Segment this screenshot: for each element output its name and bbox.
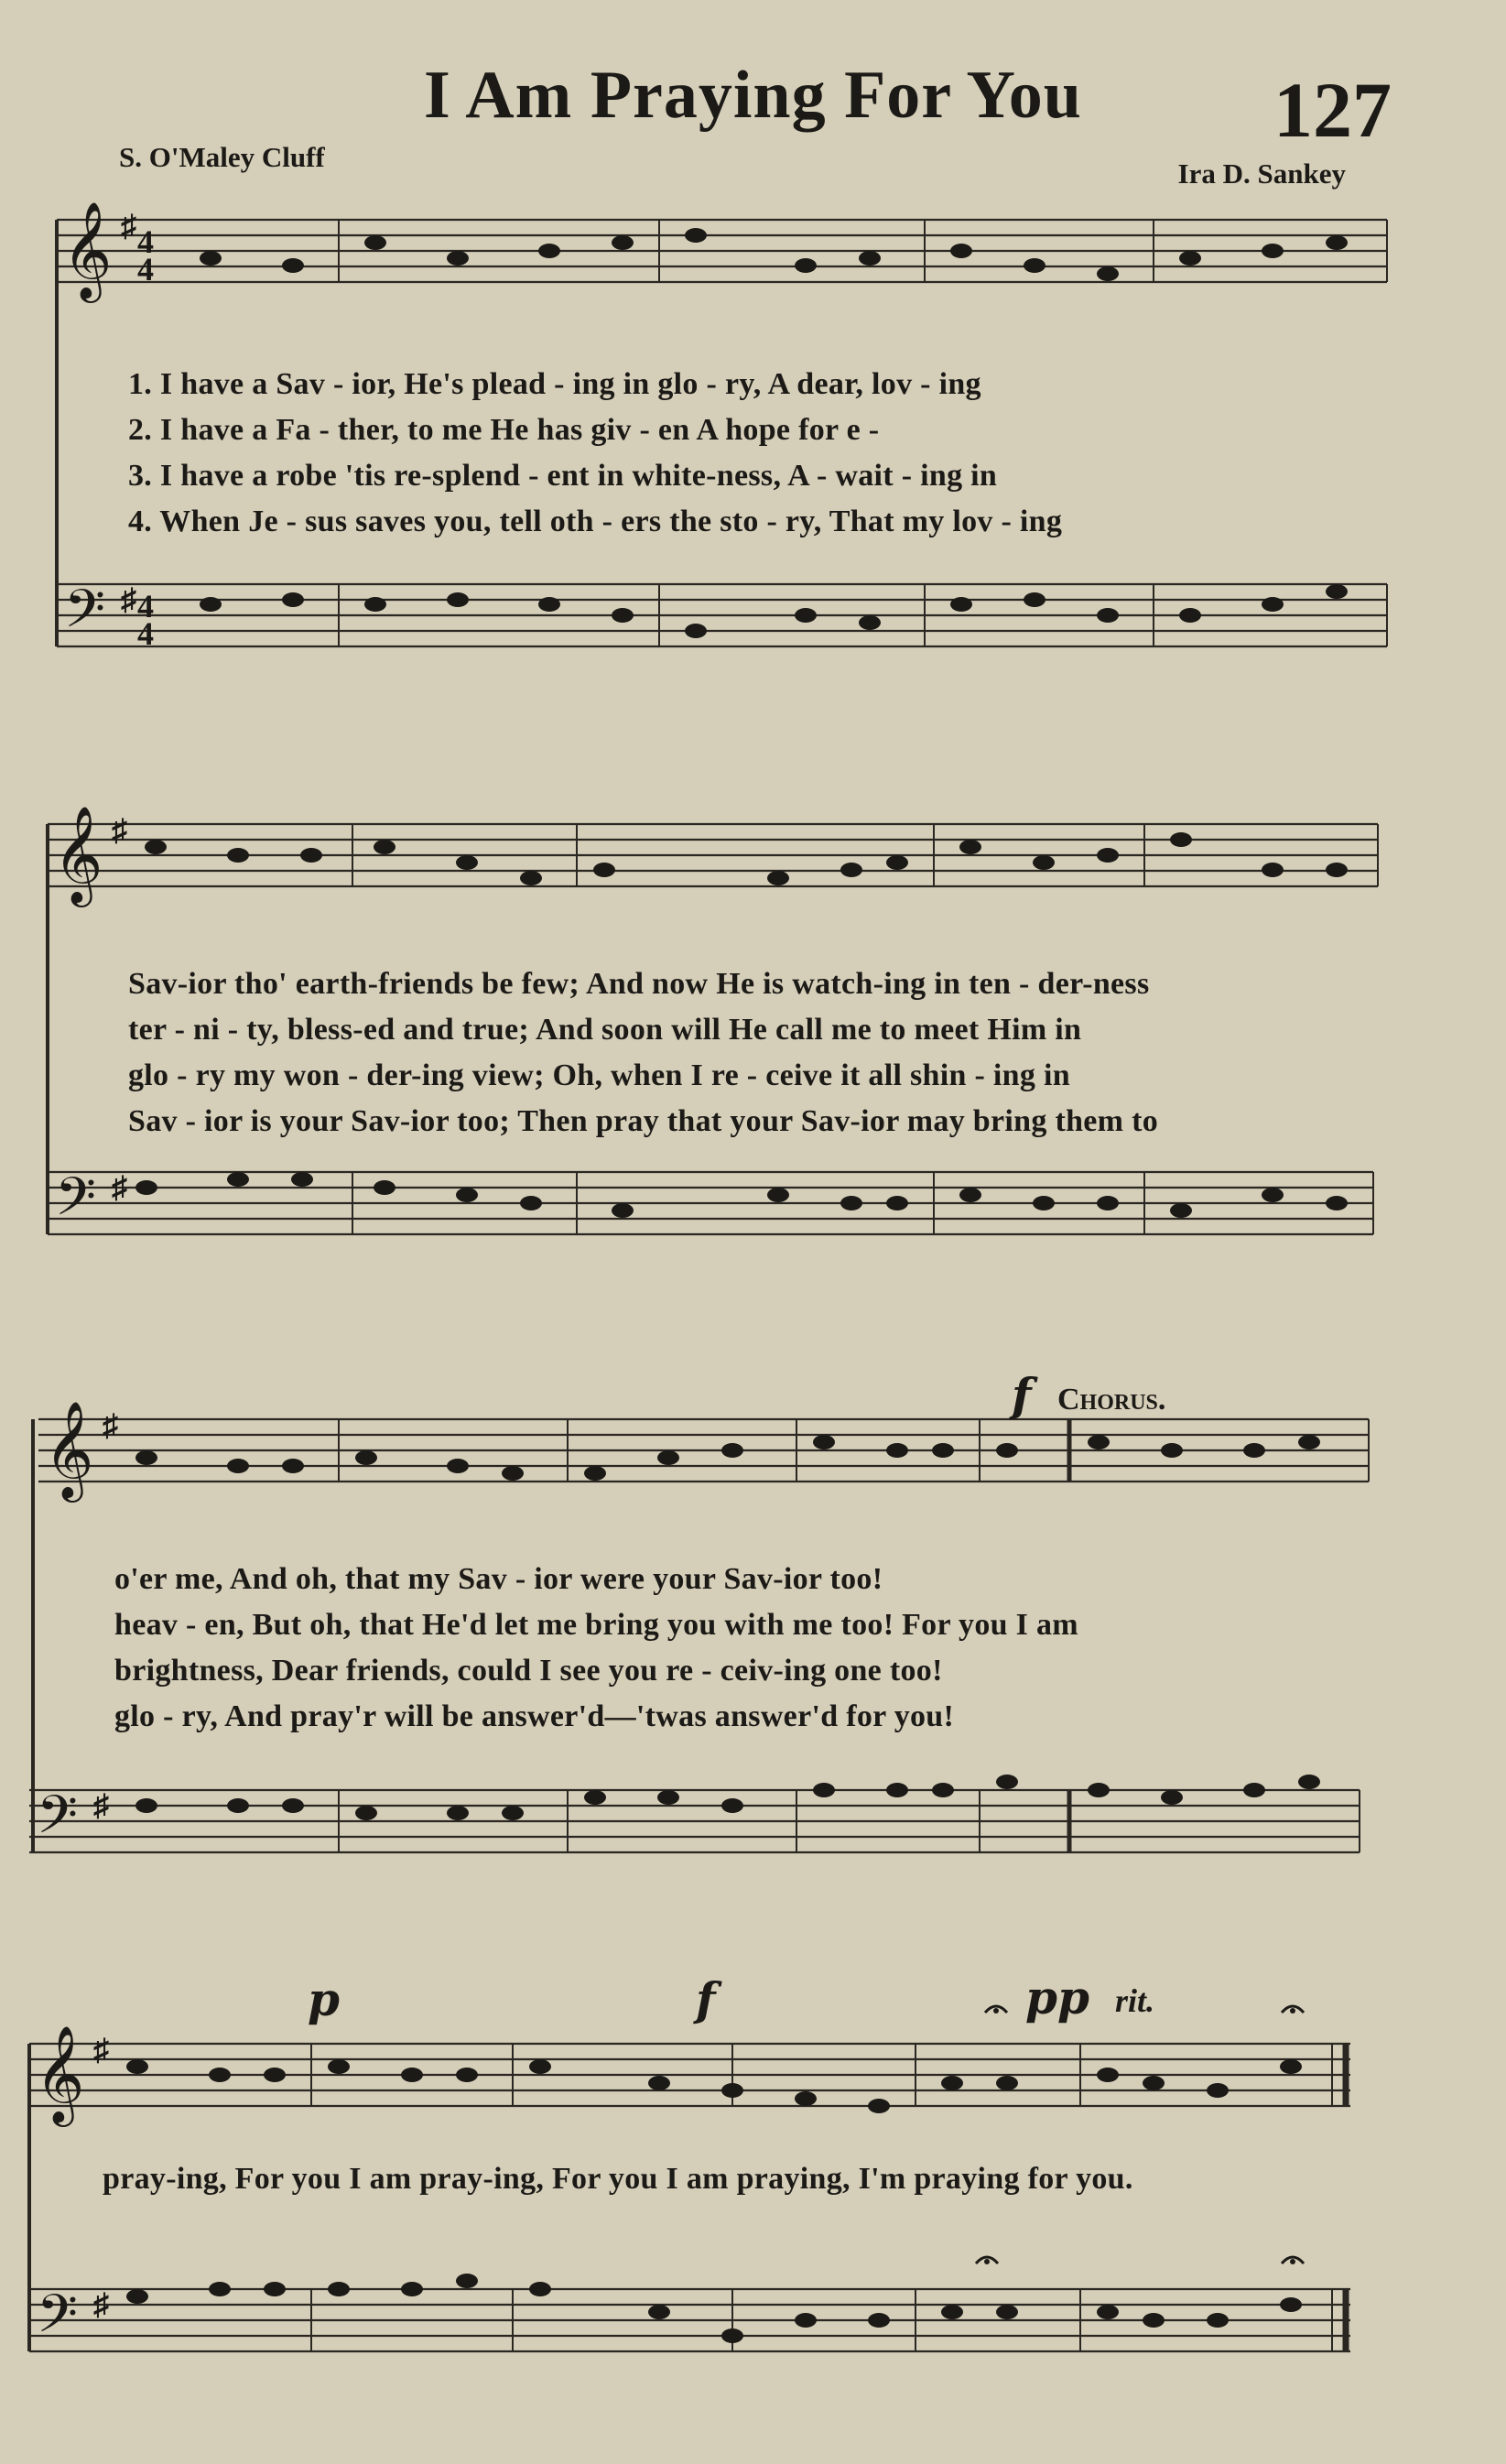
music-system-1 [0, 183, 1506, 705]
svg-text:𝄢: 𝄢 [37, 2283, 79, 2358]
ritardando-mark: rit. [1115, 1982, 1155, 2019]
svg-text:♯: ♯ [103, 1409, 118, 1443]
lyric-verse-1: o'er me, And oh, that my Sav - ior were your Sav-ior too! [114, 1562, 883, 1596]
lyric-verse-1: Sav-ior tho' earth-friends be few; And now He is watch-ing in ten - der-ness [128, 967, 1150, 1001]
svg-text:𝄞: 𝄞 [44, 1400, 94, 1498]
svg-text:♯: ♯ [112, 1171, 127, 1205]
svg-text:♯: ♯ [121, 210, 136, 244]
lyric-verse-3: brightness, Dear friends, could I see you re - ceiv-ing one too! [114, 1654, 943, 1688]
svg-text:4: 4 [137, 588, 154, 624]
dynamic-pianissimo: pp [1025, 1970, 1089, 2024]
svg-text:♯: ♯ [121, 583, 136, 617]
hymn-number: 127 [1273, 66, 1392, 154]
svg-text:𝄞: 𝄞 [53, 805, 103, 903]
lyric-verse-1: 1. I have a Sav - ior, He's plead - ing in glo - ry, A dear, lov - ing [128, 367, 981, 401]
svg-text:♯: ♯ [93, 2288, 109, 2322]
music-system-4 [0, 1959, 1506, 2362]
svg-text:4: 4 [137, 223, 154, 260]
svg-text:𝄢: 𝄢 [64, 578, 106, 653]
svg-text:♯: ♯ [93, 1789, 109, 1823]
svg-text:𝄞: 𝄞 [62, 201, 113, 299]
lyric-verse-3: 3. I have a robe 'tis re-splend - ent in white-ness, A - wait - ing in [128, 459, 998, 493]
lyric-verse-3: glo - ry my won - der-ing view; Oh, when I re - ceive it all shin - ing in [128, 1058, 1070, 1092]
hymn-title: I Am Praying For You [424, 58, 1082, 133]
svg-text:𝄢: 𝄢 [55, 1166, 97, 1241]
lyrics-block-3 [114, 1557, 1378, 1740]
lyrics-block-2 [128, 961, 1392, 1145]
lyric-verse-4: Sav - ior is your Sav-ior too; Then pray that your Sav-ior may bring them to [128, 1104, 1159, 1138]
dynamic-forte: f [696, 1972, 716, 2026]
composer-credit: Ira D. Sankey [1177, 157, 1346, 190]
chorus-label: Chorus. [1057, 1383, 1166, 1417]
lyric-refrain: pray-ing, For you I am pray-ing, For you I am praying, I'm praying for you. [103, 2162, 1133, 2196]
svg-text:♯: ♯ [93, 2034, 109, 2068]
lyric-verse-2: heav - en, But oh, that He'd let me bring you with me too! For you I am [114, 1608, 1078, 1642]
svg-text:4: 4 [137, 251, 154, 288]
lyric-verse-4: glo - ry, And pray'r will be answer'd—'twas answer'd for you! [114, 1699, 955, 1733]
dynamic-piano: p [308, 1972, 340, 2026]
lyric-verse-4: 4. When Je - sus saves you, tell oth - ers the sto - ry, That my lov - ing [128, 505, 1063, 538]
svg-text:4: 4 [137, 615, 154, 652]
lyrics-block-1 [128, 362, 1392, 545]
lyrics-block-4 [103, 2156, 1366, 2202]
svg-text:𝄞: 𝄞 [35, 2024, 85, 2122]
lyricist-credit: S. O'Maley Cluff [119, 141, 325, 173]
lyric-verse-2: 2. I have a Fa - ther, to me He has giv - en A hope for e - [128, 413, 880, 447]
music-system-3 [0, 1368, 1506, 1886]
svg-text:𝄢: 𝄢 [37, 1784, 79, 1859]
dynamic-forte-chorus: f [1012, 1368, 1032, 1422]
svg-text:♯: ♯ [112, 814, 127, 848]
music-system-2 [0, 787, 1506, 1300]
lyric-verse-2: ter - ni - ty, bless-ed and true; And soon will He call me to meet Him in [128, 1013, 1082, 1047]
